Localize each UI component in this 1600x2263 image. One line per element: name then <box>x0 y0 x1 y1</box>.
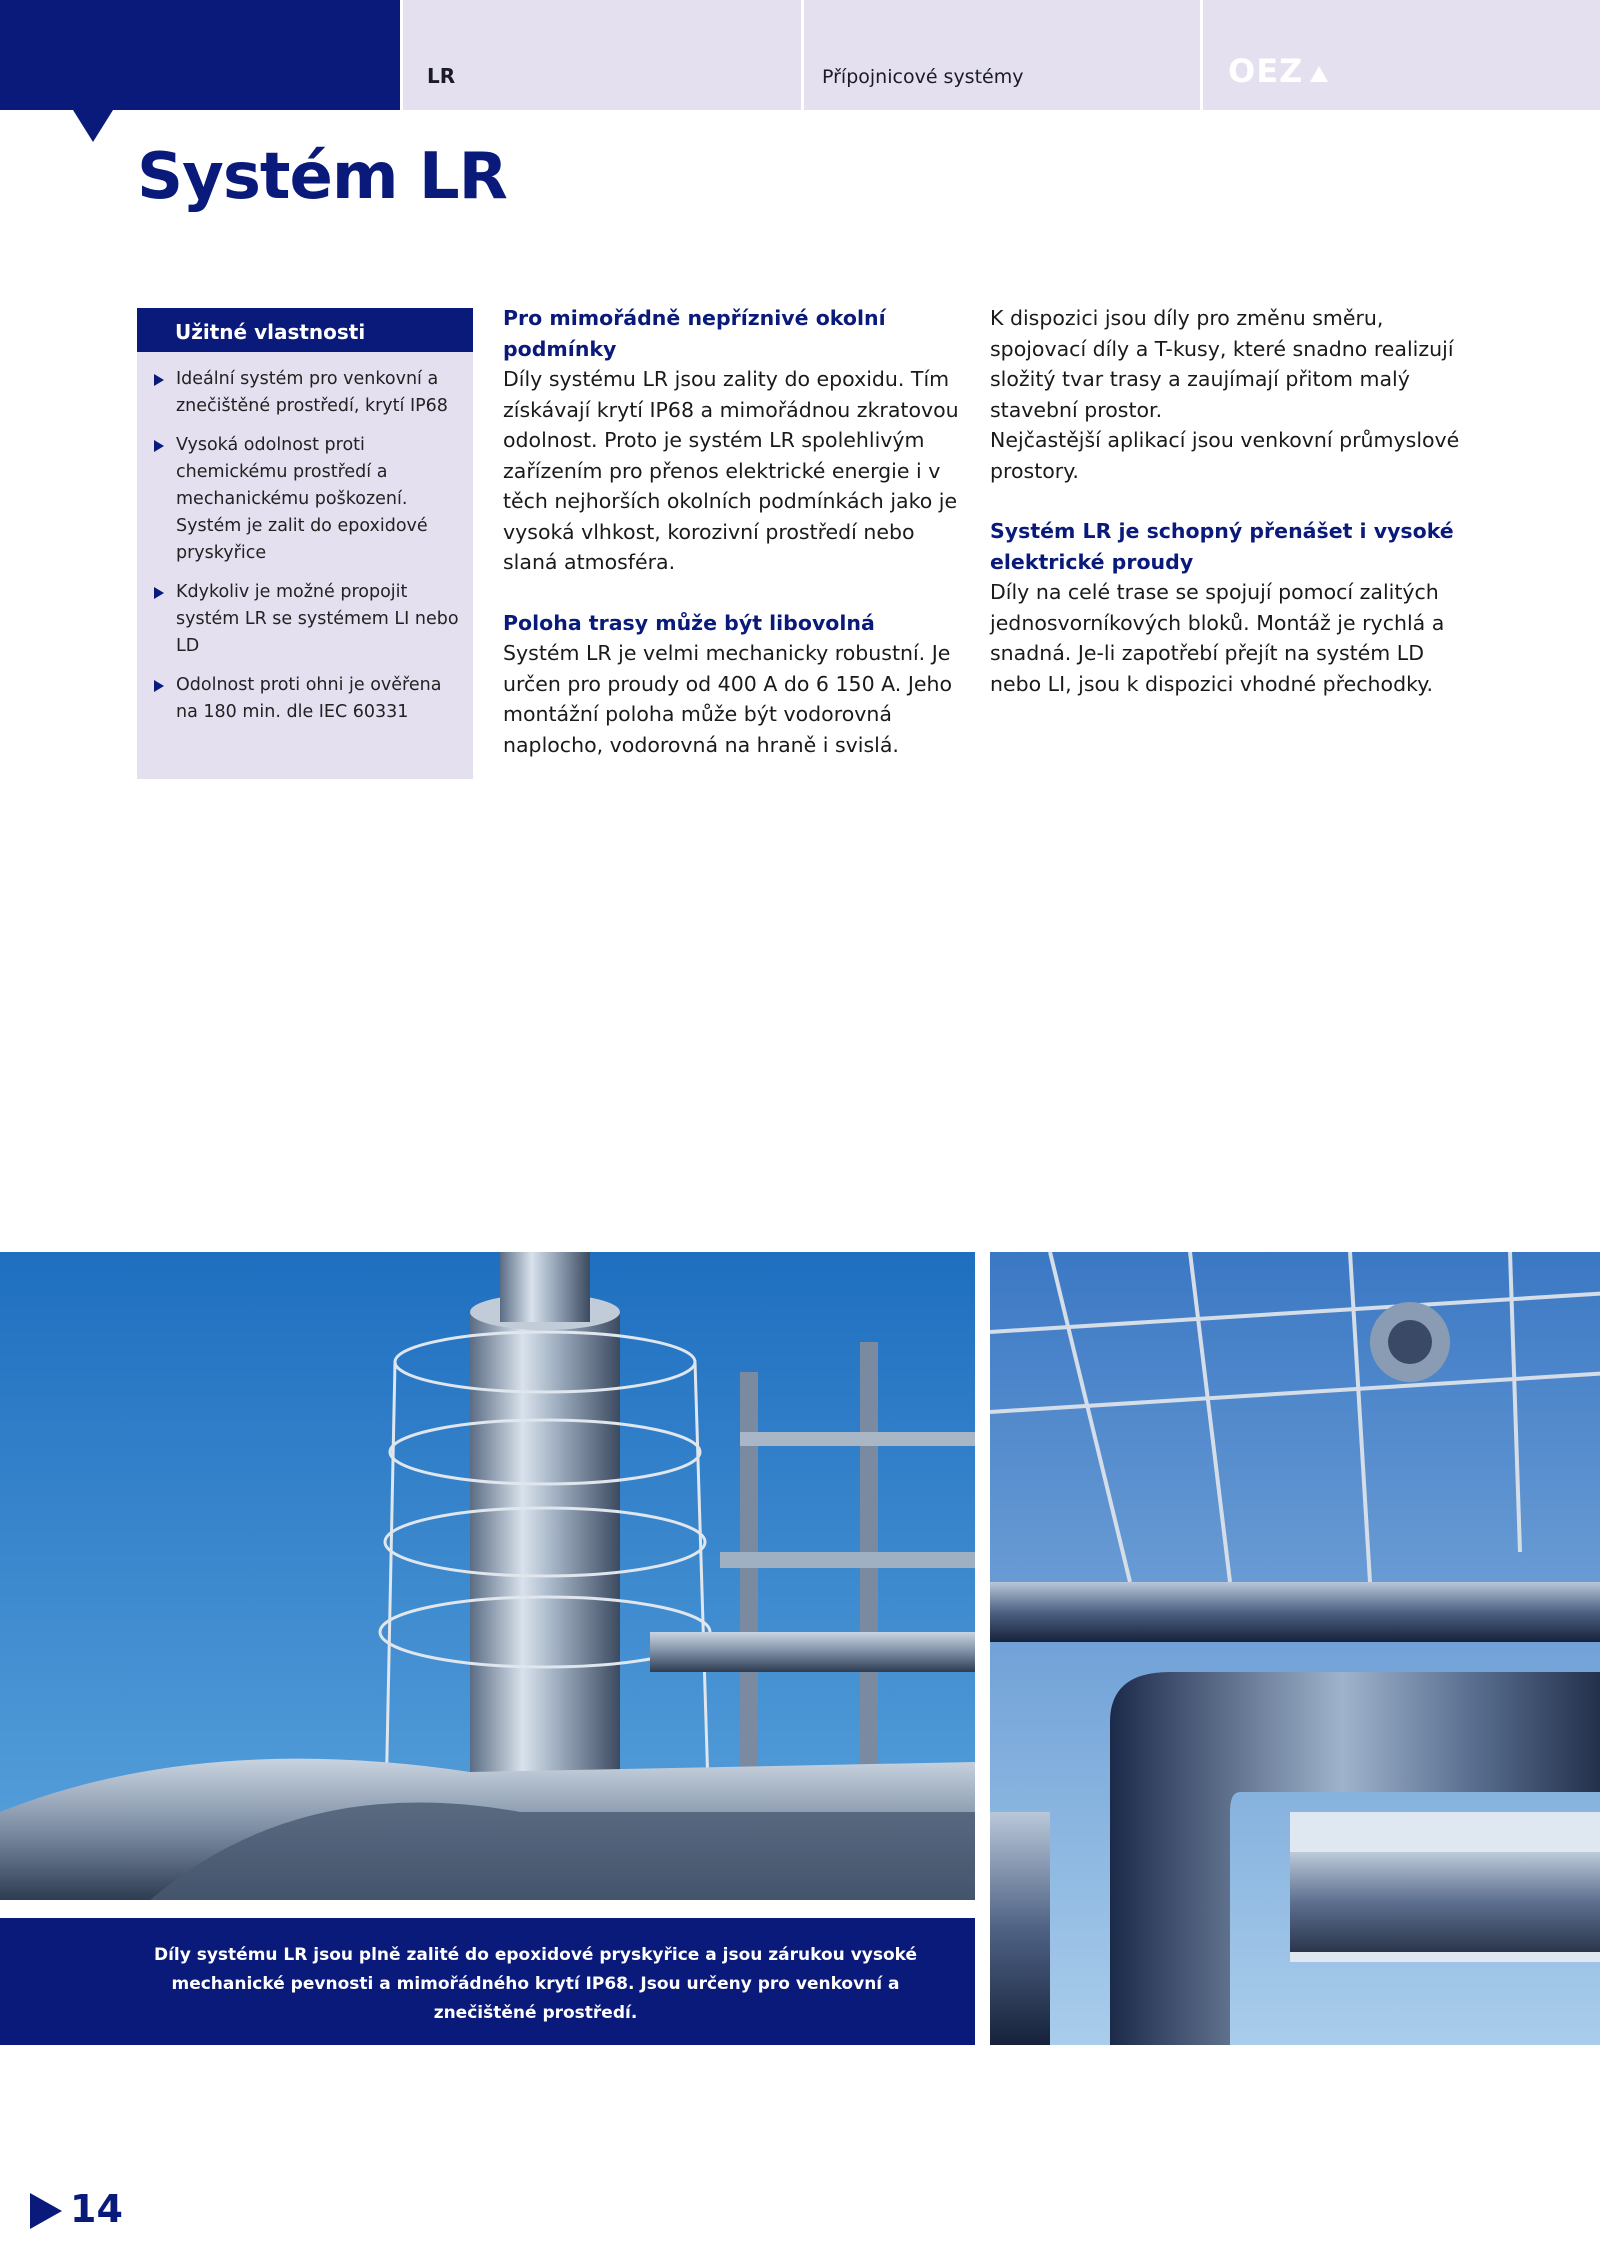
photo-pipe-structure <box>990 1252 1600 2045</box>
list-item: Ideální systém pro venkovní a znečištěné prostředí, krytí IP68 <box>150 366 462 420</box>
list-item: Odolnost proti ohni je ověřena na 180 min. dle IEC 60331 <box>150 672 462 726</box>
bullet-arrow-icon <box>154 680 164 692</box>
section-heading: Pro mimořádně nepříznivé okolní podmínky <box>503 306 886 361</box>
photo-caption: Díly systému LR jsou plně zalité do epoxidové pryskyřice a jsou zárukou vysoké mechanické pevnosti a mimořádného krytí IP68. Jsou určeny pro venkovní a znečištěné prostředí. <box>153 1945 918 2023</box>
paragraph: Nejčastější aplikací jsou venkovní průmyslové prostory. <box>990 428 1460 483</box>
paragraph: Díly systému LR jsou zality do epoxidu. Tím získávají krytí IP68 a mimořádnou zkratovou odolnost. Proto je systém LR spolehlivým zařízením pro přenos elektrické energie i v těch nejhorších okolních podmínkách jako je vysoká vlhkost, korozivní prostředí nebo slaná atmosféra. <box>503 367 959 574</box>
brand-logo: OEZ <box>1228 52 1328 90</box>
header-cell-category <box>804 0 1200 110</box>
list-item: Kdykoliv je možné propojit systém LR se systémem LI nebo LD <box>150 579 462 660</box>
bullet-arrow-icon <box>154 374 164 386</box>
page-title: Systém LR <box>137 140 507 214</box>
photo-industrial-tower <box>0 1252 975 1900</box>
header-category-label: Přípojnicové systémy <box>822 66 1024 88</box>
header-brand-block <box>0 0 400 110</box>
page-number: 14 <box>70 2187 123 2231</box>
section-heading: Systém LR je schopný přenášet i vysoké elektrické proudy <box>990 519 1454 574</box>
header-section-label: LR <box>427 64 456 88</box>
paragraph: K dispozici jsou díly pro změnu směru, spojovací díly a T-kusy, které snadno realizují složitý tvar trasy a zaujímají přitom malý stavební prostor. <box>990 306 1454 422</box>
bullet-arrow-icon <box>154 587 164 599</box>
section-heading: Poloha trasy může být libovolná <box>503 610 875 635</box>
text-column-1 <box>503 303 968 760</box>
page-arrow-icon <box>30 2193 62 2229</box>
paragraph: Systém LR je velmi mechanicky robustní. Je určen pro proudy od 400 A do 6 150 A. Jeho montážní poloha může být vodorovná naplocho, vodorovná na hraně i svislá. <box>503 641 953 757</box>
list-item: Vysoká odolnost proti chemickému prostředí a mechanickému poškození. Systém je zalit do epoxidové pryskyřice <box>150 432 462 567</box>
text-column-2 <box>990 303 1465 699</box>
paragraph: Díly na celé trase se spojují pomocí zalitých jednosvorníkových bloků. Montáž je rychlá a snadná. Je-li zapotřebí přejít na systém LD nebo LI, jsou k dispozici vhodné přechodky. <box>990 580 1445 696</box>
logo-triangle-icon <box>1310 66 1328 82</box>
bullet-arrow-icon <box>154 440 164 452</box>
features-heading: Užitné vlastnosti <box>175 320 366 344</box>
features-list <box>150 366 462 738</box>
header-notch <box>73 110 113 142</box>
header-cell-section <box>403 0 801 110</box>
